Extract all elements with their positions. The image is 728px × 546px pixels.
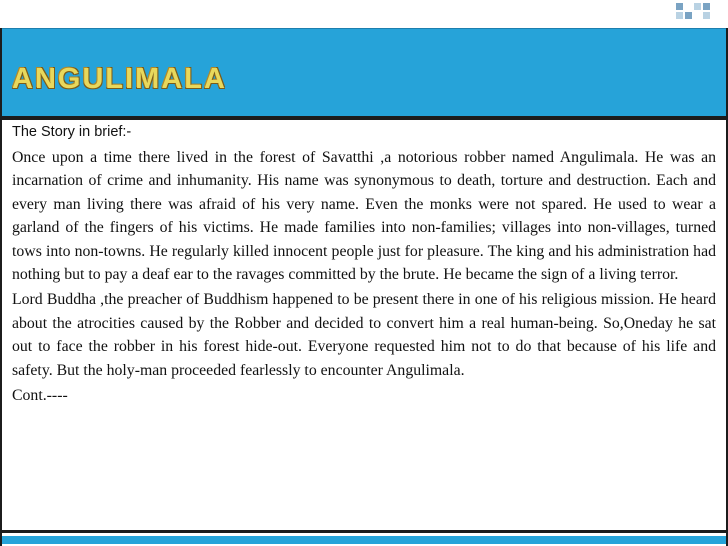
- corner-decoration: [676, 3, 710, 19]
- title-band: [2, 28, 726, 117]
- title-underline: [2, 116, 726, 120]
- slide-title: ANGULIMALA: [12, 63, 227, 95]
- story-paragraph-1: Once upon a time there lived in the forest of Savatthi ,a notorious robber named Angulimala. He was an incarnation of crime and inhumanity. His name was synonymous to death, torture and destruction. Each and every man living there was afraid of his very name. Even the monks were not spared. He used to wear a garland of the fingers of his victims. He made families into non-families; villages into non-villages, turned tows into non-towns. He regularly killed innocent people just for pleasure. The king and his administration had nothing but to pay a deaf ear to the ravages committed by the brute. He became the sign of a living terror.: [12, 149, 716, 284]
- story-paragraph-2: Lord Buddha ,the preacher of Buddhism happened to be present there in one of his religious mission. He heard about the atrocities caused by the Robber and decided to convert him a real human-being. So,Oneday he sat out to face the robber in his forest hide-out. Everyone requested him not to do that because of his life and safety. But the holy-man proceeded fearlessly to encounter Angulimala.: [12, 291, 716, 379]
- slide-content: [12, 123, 716, 528]
- top-band: [0, 0, 728, 28]
- bottom-band: [2, 536, 726, 544]
- continuation-note: Cont.----: [12, 387, 68, 405]
- slide-subtitle: The Story in brief:-: [12, 124, 132, 140]
- bottom-rule: [2, 530, 726, 533]
